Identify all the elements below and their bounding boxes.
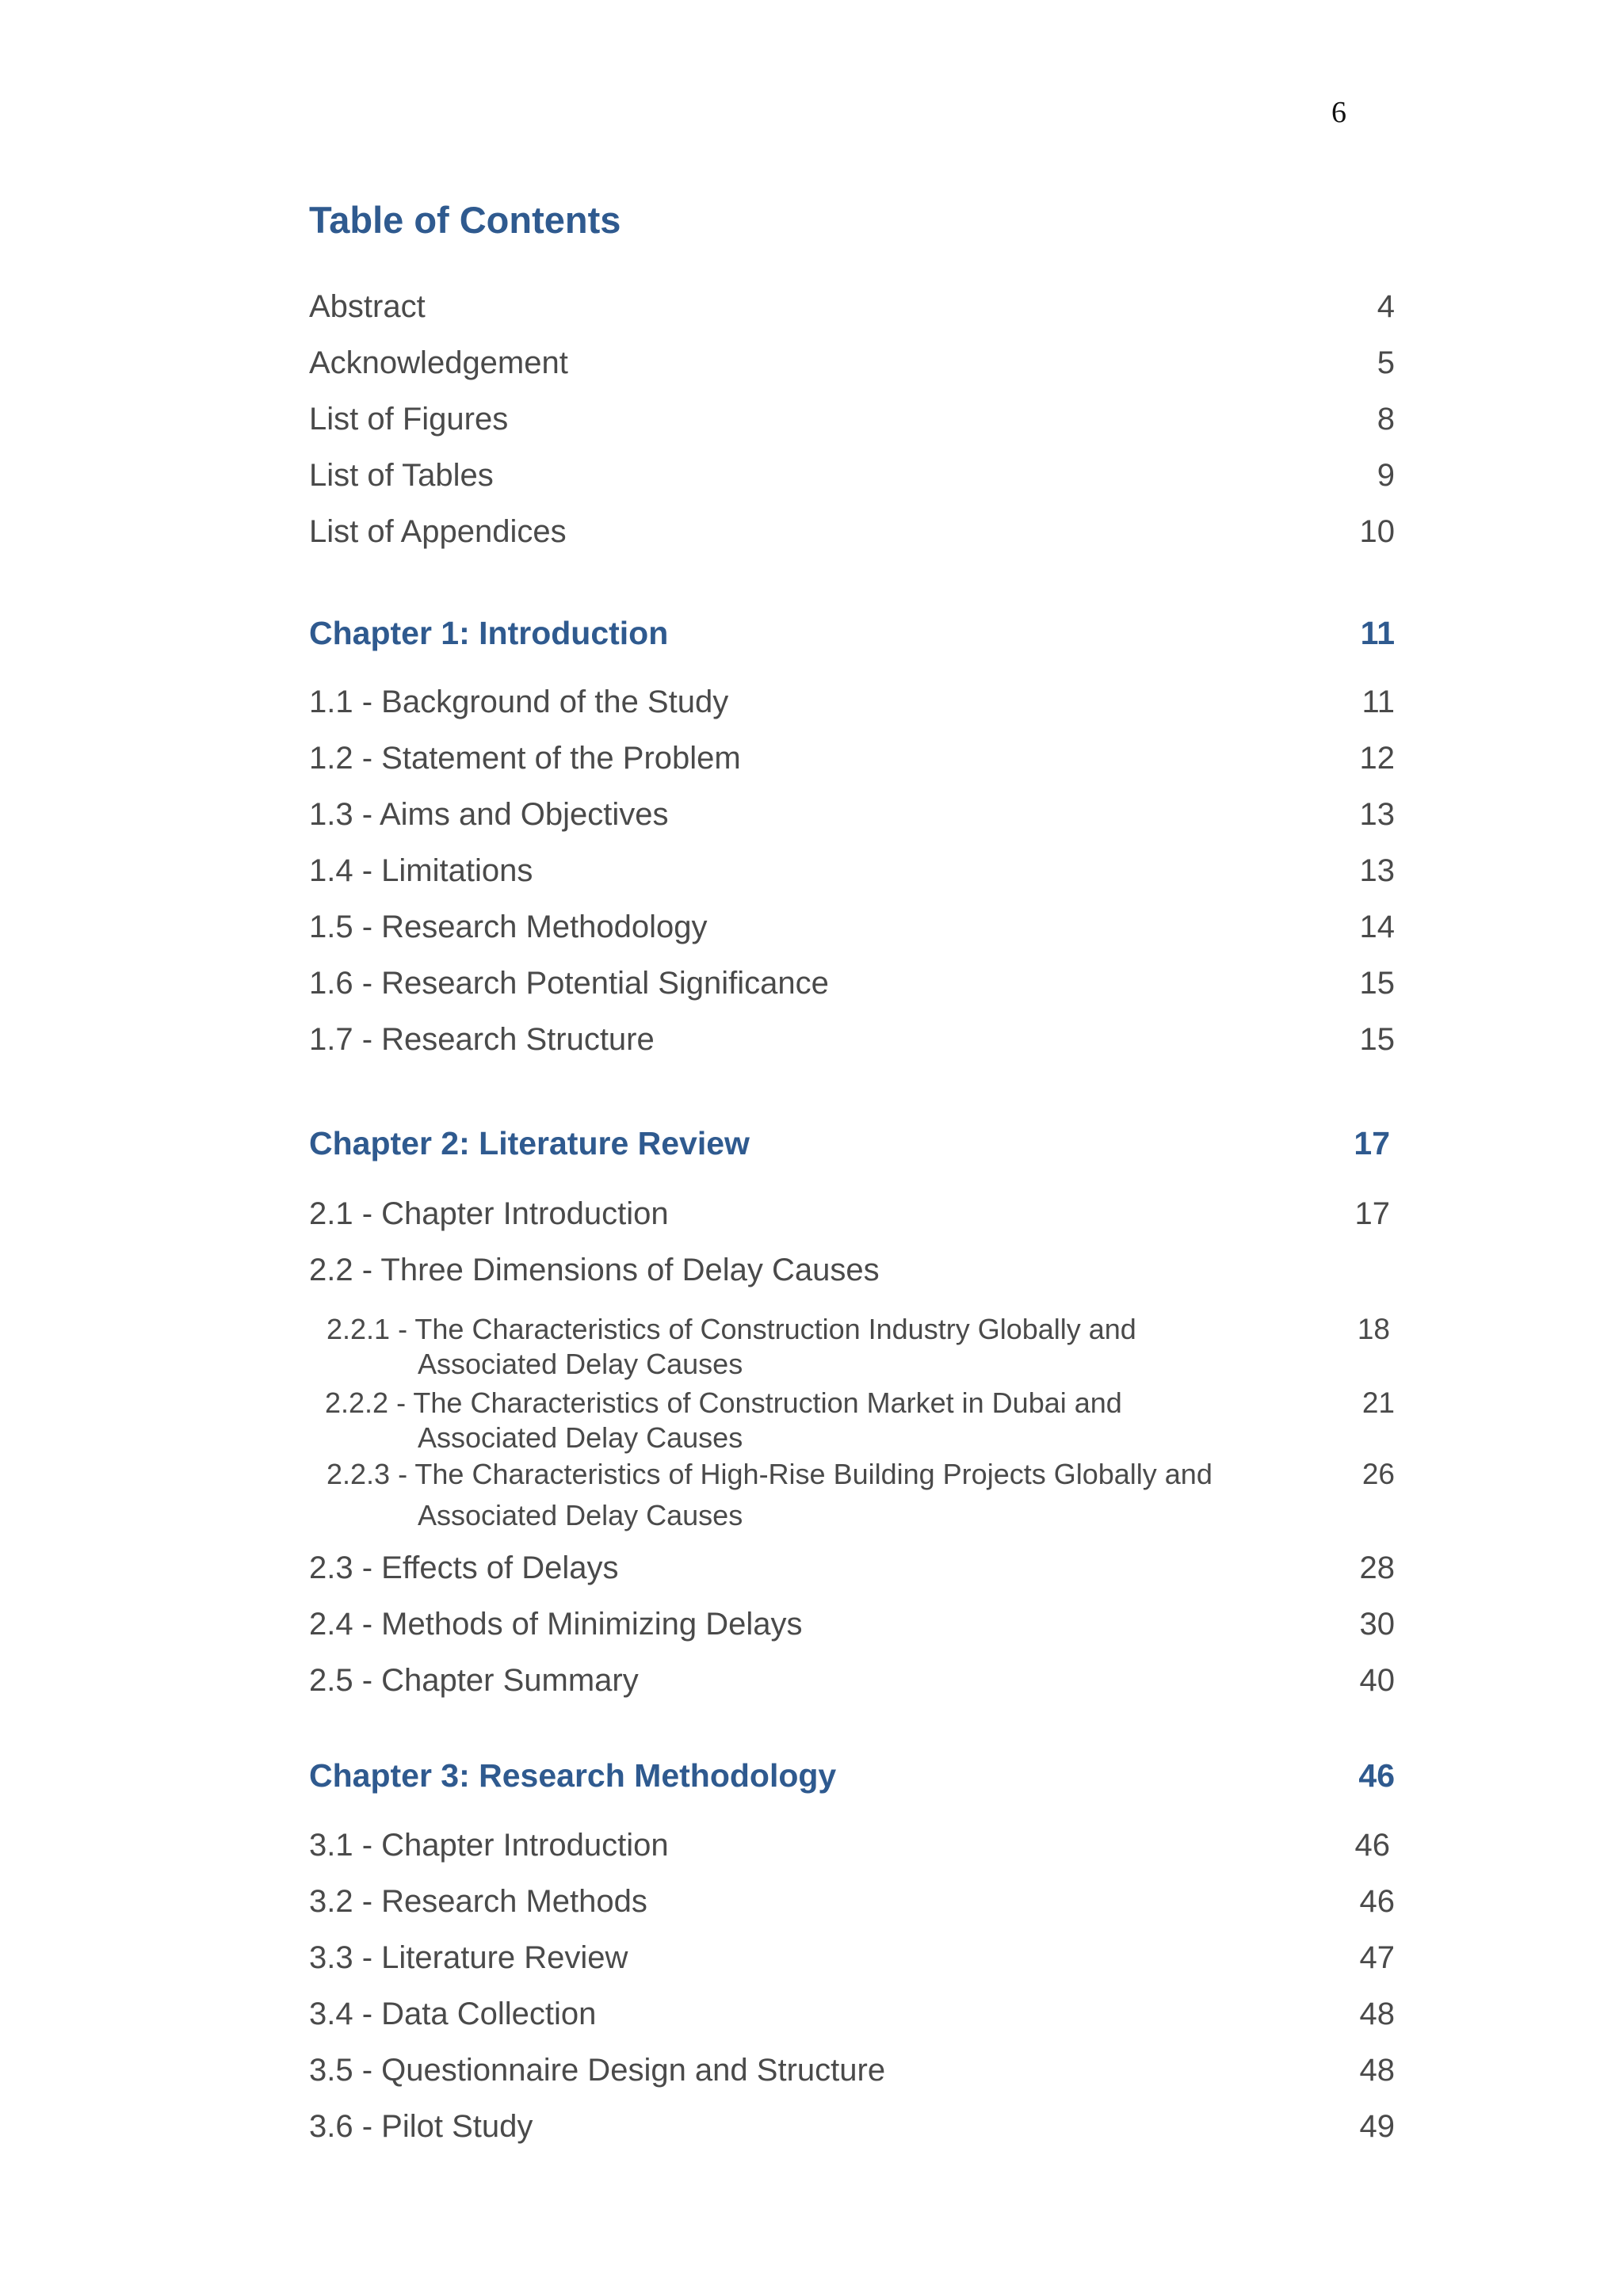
toc-entry-1-2[interactable] — [309, 741, 1395, 788]
toc-entry-page: 28 — [1359, 1550, 1395, 1585]
toc-entry-page: 9 — [1377, 458, 1395, 493]
toc-entry-3-2[interactable] — [309, 1884, 1395, 1932]
toc-entry-abstract[interactable] — [309, 289, 1395, 337]
toc-entry-page: 18 — [1357, 1313, 1390, 1345]
toc-entry-label: 1.3 - Aims and Objectives — [309, 797, 669, 832]
toc-entry-3-1[interactable] — [309, 1828, 1395, 1875]
toc-entry-3-6[interactable] — [309, 2109, 1395, 2157]
toc-entry-page: 12 — [1359, 741, 1395, 776]
toc-entry-label: 2.4 - Methods of Minimizing Delays — [309, 1607, 803, 1642]
toc-entry-label: 1.7 - Research Structure — [309, 1022, 655, 1057]
toc-entry-label: 2.2.2 - The Characteristics of Construction Market in Dubai and — [325, 1386, 1122, 1419]
toc-entry-page: 11 — [1361, 685, 1395, 719]
toc-entry-2-2-1[interactable] — [309, 1313, 1395, 1384]
toc-entry-label-continued: Associated Delay Causes — [418, 1499, 743, 1531]
toc-title: Table of Contents — [309, 199, 621, 241]
toc-entry-page: 30 — [1359, 1607, 1395, 1642]
toc-entry-label: 1.1 - Background of the Study — [309, 685, 729, 719]
toc-entry-3-5[interactable] — [309, 2053, 1395, 2100]
toc-entry-acknowledgement[interactable] — [309, 345, 1395, 393]
toc-entry-1-3[interactable] — [309, 797, 1395, 845]
toc-chapter-2-heading[interactable] — [309, 1125, 1395, 1173]
toc-entry-2-2-3[interactable] — [309, 1458, 1395, 1537]
toc-entry-page: 13 — [1359, 853, 1395, 888]
toc-entry-label: 2.3 - Effects of Delays — [309, 1550, 619, 1585]
toc-entry-label-continued: Associated Delay Causes — [418, 1421, 743, 1454]
toc-entry-1-4[interactable] — [309, 853, 1395, 901]
chapter-heading-page: 11 — [1360, 615, 1395, 651]
toc-entry-label: 3.4 - Data Collection — [309, 1997, 597, 2031]
toc-entry-label: 2.2.1 - The Characteristics of Construction Industry Globally and — [327, 1313, 1136, 1345]
toc-entry-page: 40 — [1359, 1663, 1395, 1698]
toc-entry-1-1[interactable] — [309, 685, 1395, 732]
toc-entry-1-5[interactable] — [309, 910, 1395, 957]
toc-entry-2-1[interactable] — [309, 1196, 1395, 1244]
toc-entry-label: 2.5 - Chapter Summary — [309, 1663, 639, 1698]
toc-entry-2-4[interactable] — [309, 1607, 1395, 1654]
toc-entry-page: 21 — [1361, 1386, 1395, 1419]
toc-entry-label: Abstract — [309, 289, 426, 324]
chapter-heading-label: Chapter 2: Literature Review — [309, 1125, 750, 1161]
toc-entry-page: 15 — [1359, 1022, 1395, 1057]
chapter-heading-label: Chapter 1: Introduction — [309, 615, 669, 651]
toc-entry-label: 3.3 - Literature Review — [309, 1940, 628, 1975]
chapter-heading-label: Chapter 3: Research Methodology — [309, 1757, 837, 1794]
chapter-heading-page: 17 — [1354, 1125, 1390, 1161]
toc-entry-page: 13 — [1359, 797, 1395, 832]
toc-entry-label: 2.2 - Three Dimensions of Delay Causes — [309, 1253, 880, 1287]
chapter-heading-page: 46 — [1358, 1757, 1395, 1794]
toc-entry-label: 2.1 - Chapter Introduction — [309, 1196, 669, 1231]
toc-entry-2-2-2[interactable] — [309, 1386, 1395, 1458]
toc-entry-page: 47 — [1359, 1940, 1395, 1975]
toc-entry-3-3[interactable] — [309, 1940, 1395, 1988]
toc-entry-1-7[interactable] — [309, 1022, 1395, 1070]
toc-entry-page: 5 — [1377, 345, 1395, 380]
toc-entry-2-5[interactable] — [309, 1663, 1395, 1711]
toc-entry-page: 48 — [1359, 1997, 1395, 2031]
toc-entry-label: Acknowledgement — [309, 345, 568, 380]
toc-entry-page: 8 — [1377, 402, 1395, 437]
toc-entry-2-2[interactable] — [309, 1253, 1395, 1300]
toc-entry-page: 46 — [1359, 1884, 1395, 1919]
toc-entry-label: 2.2.3 - The Characteristics of High-Rise Building Projects Globally and — [327, 1458, 1212, 1490]
toc-entry-label-continued: Associated Delay Causes — [418, 1348, 743, 1380]
toc-entry-1-6[interactable] — [309, 966, 1395, 1013]
toc-entry-list-of-appendices[interactable] — [309, 514, 1395, 562]
toc-chapter-3-heading[interactable] — [309, 1757, 1395, 1805]
toc-entry-page: 4 — [1377, 289, 1395, 324]
toc-entry-page: 17 — [1354, 1196, 1390, 1231]
toc-entry-page: 26 — [1361, 1458, 1395, 1490]
toc-entry-label: 3.5 - Questionnaire Design and Structure — [309, 2053, 886, 2088]
toc-entry-page: 46 — [1354, 1828, 1390, 1863]
toc-entry-page: 10 — [1359, 514, 1395, 549]
toc-chapter-1-heading[interactable] — [309, 615, 1395, 662]
toc-entry-label: List of Figures — [309, 402, 509, 437]
toc-entry-label: List of Tables — [309, 458, 494, 493]
toc-entry-label: 1.6 - Research Potential Significance — [309, 966, 829, 1001]
toc-entry-label: 3.2 - Research Methods — [309, 1884, 647, 1919]
toc-entry-label: 1.5 - Research Methodology — [309, 910, 708, 944]
toc-entry-label: 3.6 - Pilot Study — [309, 2109, 533, 2144]
toc-entry-page: 15 — [1359, 966, 1395, 1001]
toc-entry-3-4[interactable] — [309, 1997, 1395, 2044]
toc-entry-page: 49 — [1359, 2109, 1395, 2144]
toc-entry-2-3[interactable] — [309, 1550, 1395, 1598]
toc-entry-label: List of Appendices — [309, 514, 567, 549]
page-number: 6 — [1331, 96, 1346, 129]
toc-entry-label: 1.2 - Statement of the Problem — [309, 741, 741, 776]
toc-entry-list-of-tables[interactable] — [309, 458, 1395, 505]
toc-entry-page: 48 — [1359, 2053, 1395, 2088]
toc-entry-page: 14 — [1359, 910, 1395, 944]
toc-entry-label: 1.4 - Limitations — [309, 853, 533, 888]
toc-entry-list-of-figures[interactable] — [309, 402, 1395, 449]
toc-entry-label: 3.1 - Chapter Introduction — [309, 1828, 669, 1863]
